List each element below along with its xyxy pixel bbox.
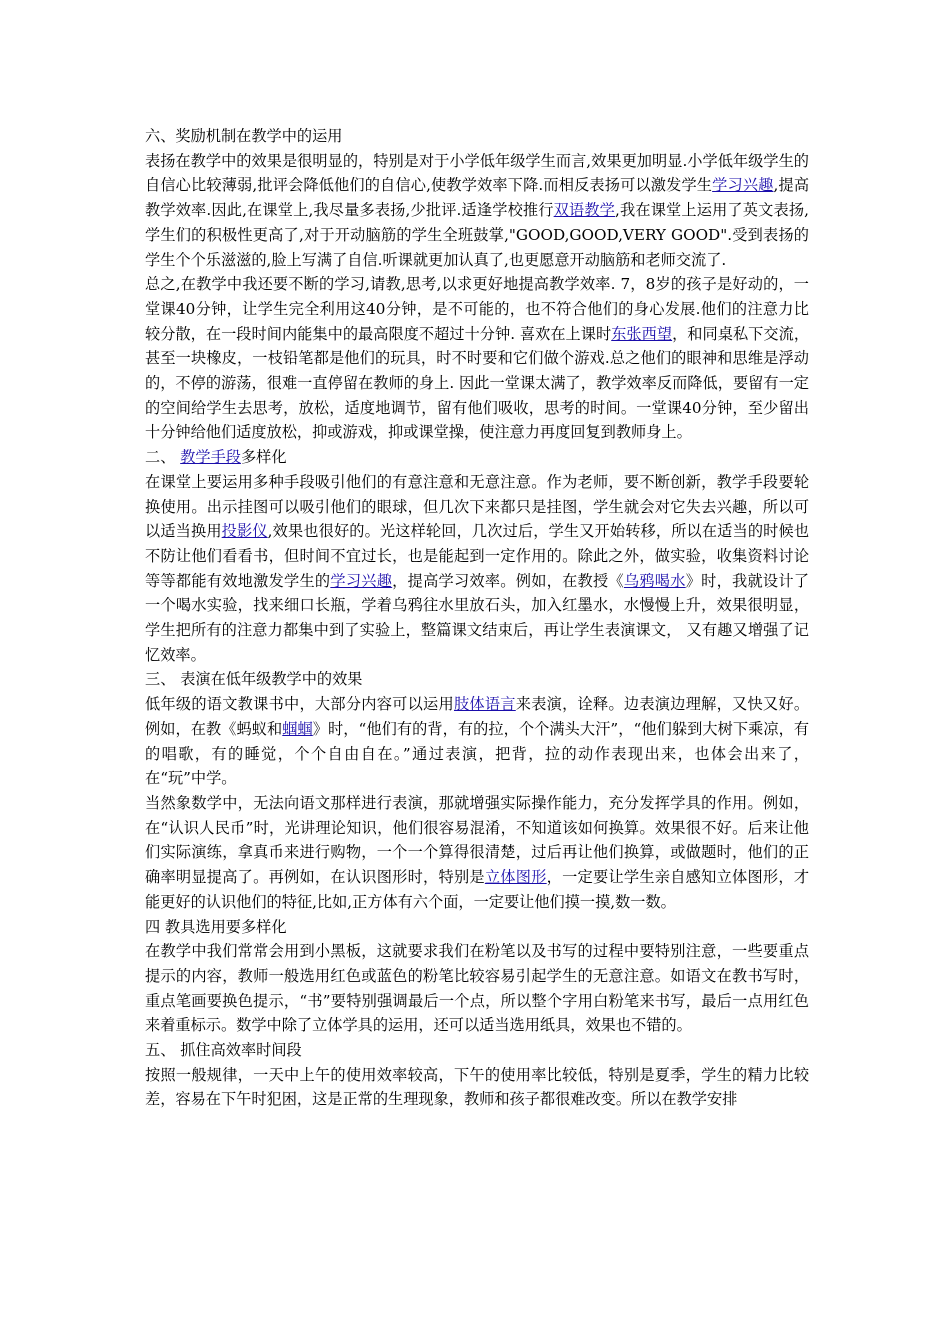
section-heading-reward xyxy=(145,124,809,149)
paragraph-text: 来表演，诠释。边表演边理解，又快又好。例如，在教《蚂蚁和 xyxy=(145,695,810,738)
heading-text: 五、 抓住高效率时间段 xyxy=(145,1041,302,1060)
paragraph-teaching-aids xyxy=(145,939,809,1038)
paragraph-text: 在课堂上要运用多种手段吸引他们的有意注意和无意注意。作为老师，要不断创新，教学手段要轮换使用。出示挂图可以吸引他们的眼球，但几次下来都只是挂图，学生就会对它失去兴趣，所以可以适当换用 xyxy=(145,472,809,541)
link-cricket[interactable]: 蝈蝈 xyxy=(282,719,313,738)
paragraph-math xyxy=(145,791,809,915)
paragraph-text: 按照一般规律，一天中上午的使用效率较高，下午的使用率比较低，特别是夏季，学生的精力比较差，容易在下午时犯困，这是正常的生理现象，教师和孩子都很难改变。所以在教学安排 xyxy=(145,1065,809,1109)
section-heading-teaching-aids xyxy=(145,915,809,940)
paragraph-text: ，和同桌私下交流，甚至一块橡皮，一枝铅笔都是他们的玩具，时不时要和它们做个游戏.总之他们的眼神和思维是浮动的，不停的游荡，很难一直停留在教师的身上. 因此一堂课太满了，教学效率反而降低，要留有一定的空间给学生去思考，放松，适度地调节，留有他们吸收，思考的时间。一堂课40分钟，至少留出十分钟给他们适度放松，抑或游戏，抑或课堂操，使注意力再度回复到教师身上。 xyxy=(145,324,810,442)
heading-text: 二、 xyxy=(145,448,181,467)
paragraph-summary xyxy=(145,272,809,445)
paragraph-text: 》时，“他们有的背，有的拉，个个满头大汗”，“他们躲到大树下乘凉，有的唱歌，有的睡觉，个个自由自在。”通过表演，把背，拉的动作表现出来，也体会出来了，在“玩”中学。 xyxy=(145,719,810,788)
heading-text: 六、奖励机制在教学中的运用 xyxy=(145,127,343,145)
paragraph-text: 总之,在教学中我还要不断的学习,请教,思考,以求更好地提高教学效率. 7，8岁的孩子是好动的，一堂课40分钟，让学生完全利用这40分钟，是不可能的，也不符合他们的身心发展.他们的注意力比较分散，在一段时间内能集中的最高限度不超过十分钟. 喜欢在上课时 xyxy=(145,275,809,343)
heading-text: 多样化 xyxy=(240,448,287,467)
paragraph-text: 表扬在教学中的效果是很明显的，特别是对于小学低年级学生而言,效果更加明显.小学低年级学生的自信心比较薄弱,批评会降低他们的自信心,使教学效率下降.而相反表扬可以激发学生 xyxy=(145,151,809,195)
paragraph-performance xyxy=(145,692,809,791)
paragraph-text: ,我在课堂上运用了英文表扬,学生们的积极性更高了,对于开动脑筋的学生全班鼓掌,"GOOD,GOOD,VERY GOOD".受到表扬的学生个个乐滋滋的,脸上写满了自信.听课就更加认真了,也更愿意开动脑筋和老师交流了. xyxy=(145,201,810,269)
section-heading-methods xyxy=(145,445,809,470)
paragraph-text: 在教学中我们常常会用到小黑板，这就要求我们在粉笔以及书写的过程中要特别注意，一些要重点提示的内容，教师一般选用红色或蓝色的粉笔比较容易引起学生的无意注意。如语文在教书写时，重点笔画要换色提示，“书”要特别强调最后一个点，所以整个字用白粉笔来书写，最后一点用红色来着重标示。数学中除了立体学具的运用，还可以适当选用纸具，效果也不错的。 xyxy=(145,942,809,1035)
document-body xyxy=(145,124,809,1112)
paragraph-text: ,提高教学效率.因此,在课堂上,我尽量多表扬,少批评.适逢学校推行 xyxy=(145,176,810,220)
link-learning-interest[interactable]: 学习兴趣 xyxy=(712,176,774,195)
paragraph-text: ,效果也很好的。光这样轮回，几次过后，学生又开始转移，所以在适当的时候也不防让他们看看书，但时间不宜过长，也是能起到一定作用的。除此之外，做实验，收集资料讨论等等都能有效地激发学生的 xyxy=(145,522,810,590)
paragraph-praise xyxy=(145,149,809,273)
paragraph-text: ，提高学习效率。例如，在教授《 xyxy=(392,571,624,590)
heading-text: 四 教具选用要多样化 xyxy=(145,917,287,936)
paragraph-text: ，一定要让学生亲自感知立体图形，才能更好的认识他们的特征,比如,正方体有六个面，一定要让他们摸一摸,数一数。 xyxy=(145,868,810,911)
link-body-language[interactable]: 肢体语言 xyxy=(453,695,516,714)
link-solid-shapes[interactable]: 立体图形 xyxy=(484,868,547,887)
paragraph-text: 低年级的语文教课书中，大部分内容可以运用 xyxy=(145,695,454,714)
link-look-around[interactable]: 东张西望 xyxy=(611,324,673,343)
link-crow-drinks-water[interactable]: 乌鸦喝水 xyxy=(623,571,686,590)
section-heading-performance xyxy=(145,667,809,692)
section-heading-efficient-time xyxy=(145,1038,809,1063)
heading-text: 三、 表演在低年级教学中的效果 xyxy=(145,670,363,689)
paragraph-methods xyxy=(145,470,809,668)
paragraph-text: 》时，我就设计了一个喝水实验，找来细口长瓶，学着乌鸦往水里放石头，加入红墨水，水慢慢上升，效果很明显，学生把所有的注意力都集中到了实验上，整篇课文结束后，再让学生表演课文， 又有趣又增强了记忆效率。 xyxy=(145,571,810,664)
paragraph-text: 当然象数学中，无法向语文那样进行表演，那就增强实际操作能力，充分发挥学具的作用。例如，在“认识人民币”时，光讲理论知识，他们很容易混淆，不知道该如何换算。效果很不好。后来让他们实际演练，拿真币来进行购物，一个一个算得很清楚，过后再让他们换算，或做题时，他们的正确率明显提高了。再例如，在认识图形时，特别是 xyxy=(145,793,809,887)
link-teaching-methods[interactable]: 教学手段 xyxy=(180,448,241,467)
paragraph-efficient-time xyxy=(145,1063,809,1112)
link-bilingual-teaching[interactable]: 双语教学 xyxy=(553,201,616,220)
link-learning-interest-2[interactable]: 学习兴趣 xyxy=(330,571,393,590)
link-projector[interactable]: 投影仪 xyxy=(221,522,268,541)
